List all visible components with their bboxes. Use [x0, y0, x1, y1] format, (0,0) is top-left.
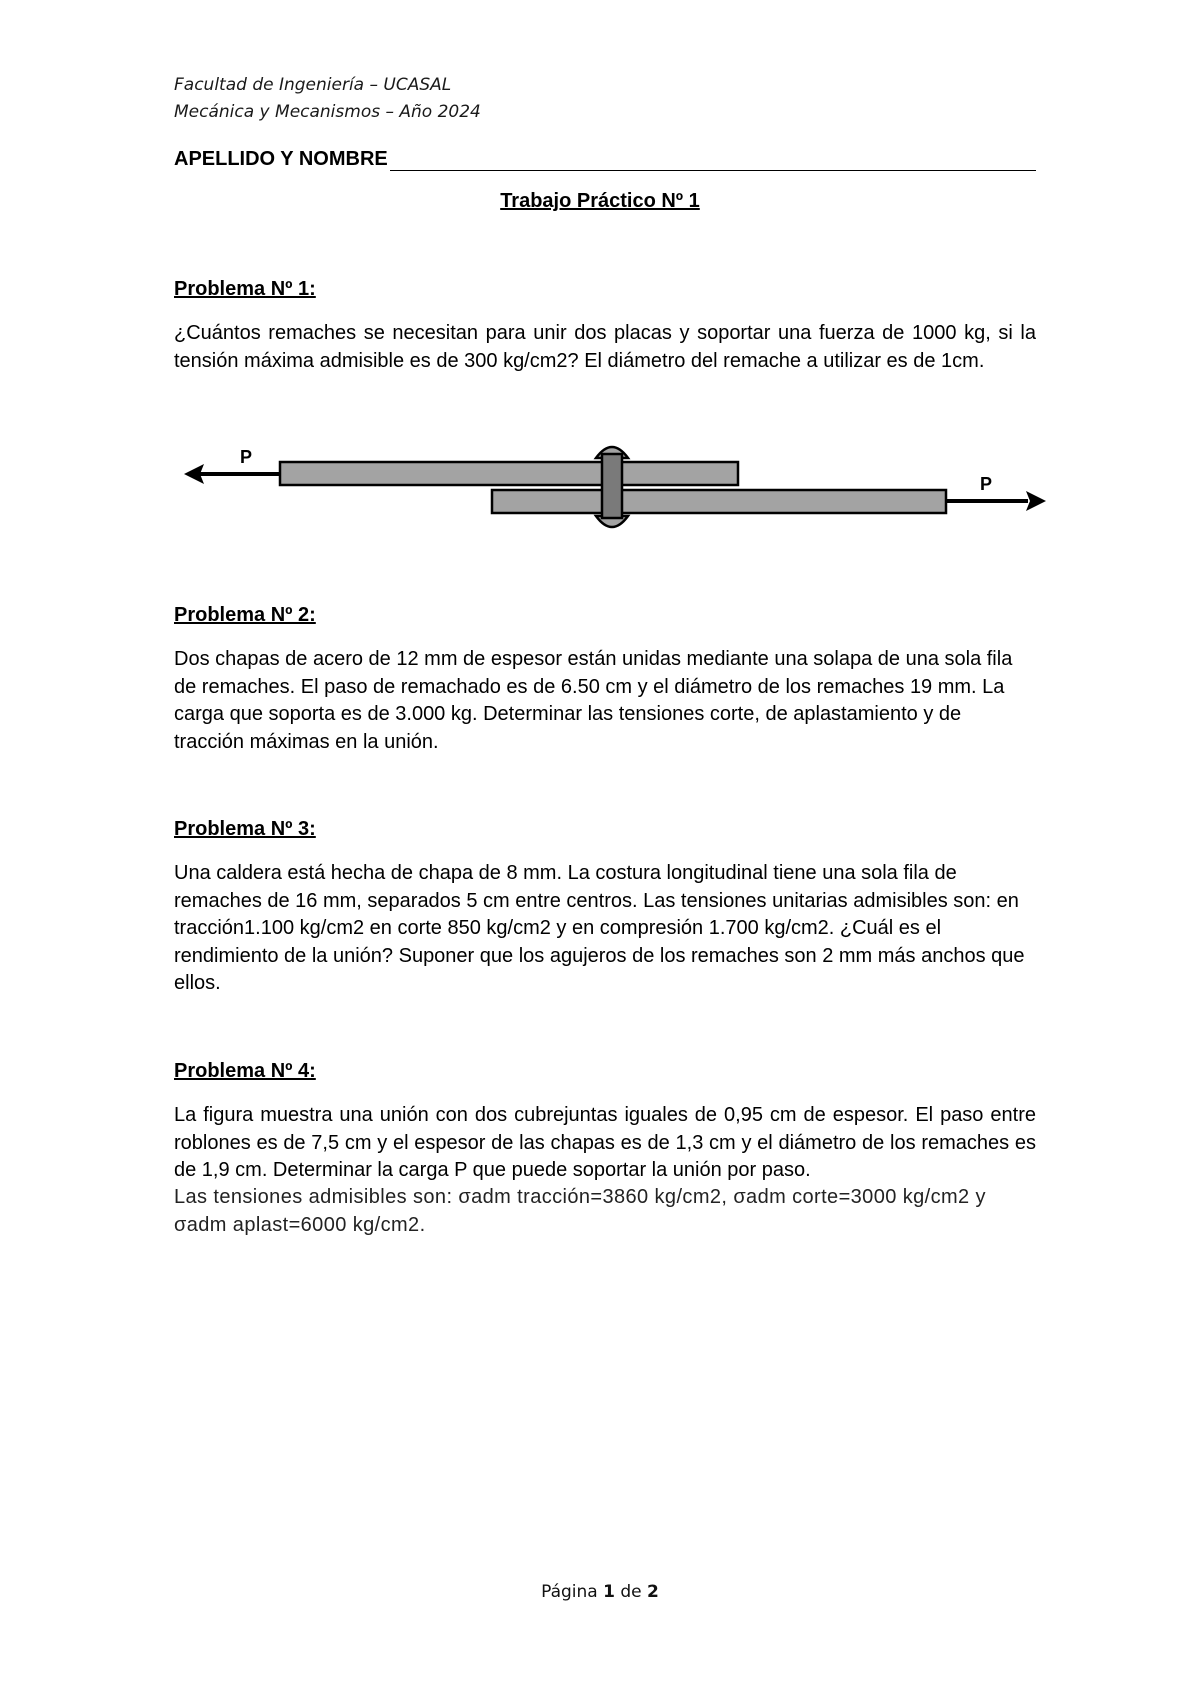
problem-3-title: Problema Nº 3: — [174, 818, 316, 840]
name-label: APELLIDO Y NOMBRE — [174, 148, 388, 170]
lower-plate — [492, 490, 946, 513]
rivet — [596, 447, 628, 527]
problem-1-text: ¿Cuántos remaches se necesitan para unir dos placas y soportar una fuerza de 1000 kg, si la tensión máxima admisible es de 300 kg/cm2? El diámetro del remache a utilizar es de 1cm. — [174, 322, 1036, 372]
problem-2-title: Problema Nº 2: — [174, 604, 316, 626]
footer-page-number: 1 — [603, 1582, 615, 1602]
page-footer — [0, 1582, 1200, 1602]
document-header — [174, 72, 481, 126]
riveted-joint-diagram — [180, 438, 1050, 532]
problem-3-text: Una caldera está hecha de chapa de 8 mm. La costura longitudinal tiene una sola fila de remaches de 16 mm, separados 5 cm entre centros. Las tensiones unitarias admisibles son: en tracción1.100 kg/cm2 en corte 850 kg/cm2 y en compresión 1.700 kg/cm2. ¿Cuál es el rendimiento de la unión? Suponer que los agujeros de los remaches son 2 mm más anchos que ellos. — [174, 862, 1025, 994]
footer-total-pages: 2 — [647, 1582, 659, 1602]
header-faculty: Facultad de Ingeniería – UCASAL — [174, 75, 452, 95]
right-force-label: P — [980, 474, 993, 494]
problem-4-text: La figura muestra una unión con dos cubrejuntas iguales de 0,95 cm de espesor. El paso entre roblones es de 7,5 cm y el espesor de las chapas es de 1,3 cm y el diámetro de los remaches es de 1,9 cm. Determinar la carga P que puede soportar la unión por paso. — [174, 1104, 1036, 1181]
problem-2-text: Dos chapas de acero de 12 mm de espesor están unidas mediante una solapa de una sola fila de remaches. El paso de remachado es de 6.50 cm y el diámetro de los remaches 19 mm. La carga que soporta es de 3.000 kg. Determinar las tensiones corte, de aplastamiento y de tracción máximas en la unión. — [174, 648, 1013, 753]
page-title: Trabajo Práctico Nº 1 — [500, 190, 700, 212]
problem-4-title: Problema Nº 4: — [174, 1060, 316, 1082]
problem-4-text-allowable: Las tensiones admisibles son: σadm tracción=3860 kg/cm2, σadm corte=3000 kg/cm2 y σadm aplast=6000 kg/cm2. — [174, 1186, 986, 1236]
name-blank — [390, 150, 1036, 171]
problem-1-title: Problema Nº 1: — [174, 278, 316, 300]
left-force-label: P — [240, 447, 253, 467]
footer-prefix: Página — [541, 1582, 598, 1602]
left-force-arrow — [184, 464, 282, 484]
footer-middle: de — [620, 1582, 642, 1602]
header-course: Mecánica y Mecanismos – Año 2024 — [174, 102, 481, 122]
right-force-arrow — [946, 491, 1046, 511]
student-name-line — [174, 148, 1036, 171]
upper-plate — [280, 462, 738, 485]
